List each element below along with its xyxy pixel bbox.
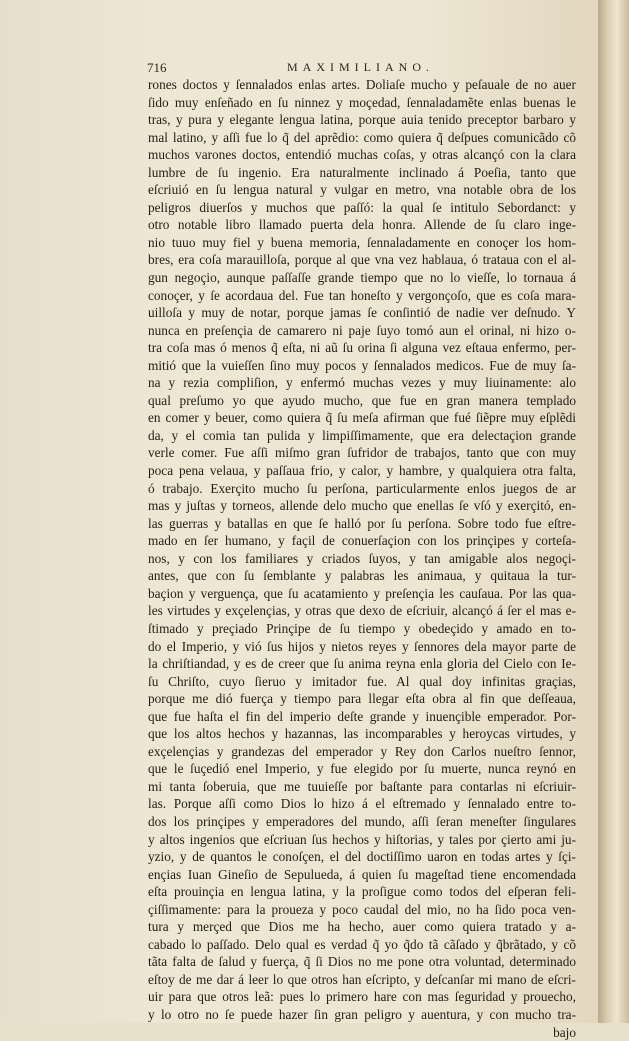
text-line: cabado lo paſſado. Delo qual es verdad q̃ yo q̃do tã cãſado y q̃brãtado, y cõ bbox=[148, 936, 576, 952]
text-line: otro notable libro llamado puerta dela honra. Allende de ſu claro inge- bbox=[148, 217, 576, 233]
text-line: las. Porque aſſi como Dios lo hizo á el eſtremado y ſennalado entre to- bbox=[148, 796, 576, 812]
text-line: nos, y con los familiares y criados ſuyos, y tan amigable alos negoçi- bbox=[148, 550, 576, 566]
text-line: mas y juſtas y torneos, allende delo mucho que enellas ſe vſó y exerçitó, en- bbox=[148, 498, 576, 514]
text-line: ſu Chriſto, cuyo ſieruo y imitador fue. Al qual doy infinitas graçias, bbox=[148, 673, 576, 689]
body-text bbox=[148, 76, 576, 1041]
text-line: gun negoçio, aunque paſſaſſe grande tiempo que no lo vieſſe, lo tornaua á bbox=[148, 270, 576, 286]
text-line: uir para que otros leã: pues lo primero hare con mas ſeguridad y prouecho, bbox=[148, 989, 576, 1005]
text-line: la chriſtiandad, y es de creer que ſu anima reyna enla gloria del Cielo con Ie- bbox=[148, 656, 576, 672]
text-line: que los altos hechos y hazannas, las incomparables y heroycas virtudes, y bbox=[148, 726, 576, 742]
text-line: tãta falta de ſalud y fuerça, q̃ ſi Dios no me pone otra voluntad, determinado bbox=[148, 954, 576, 970]
text-line: ſido muy enſeñado en ſu ninnez y moçedad, ſennaladamẽte enlas buenas le bbox=[148, 94, 576, 110]
text-line: na y rezia compliſion, y enfermó muchas vezes y muy liuinamente: alo bbox=[148, 375, 576, 391]
text-line: nio tuuo muy fiel y buena memoria, ſennaladamente en conoçer los hom- bbox=[148, 234, 576, 250]
text-line: do el Imperio, y vió ſus hijos y nietos reyes y ſennores dela mayor parte de bbox=[148, 638, 576, 654]
text-line: ſtimado y preçiado Prinçipe de ſu tiempo y obedeçido y amado en to- bbox=[148, 620, 576, 636]
text-line: uilloſa y muy de notar, porque jamas ſe conſintió de nadie ver deſnudo. Y bbox=[148, 305, 576, 321]
text-line: da, y el comia tan pulida y limpiſſimamente, que era delectaçion grande bbox=[148, 427, 576, 443]
text-line: exçelençias y grandezas del emperador y Rey don Carlos nueſtro ſennor, bbox=[148, 743, 576, 759]
text-line: mal latino, y aſſi fue lo q̃ del aprẽdio: como quiera q̃ deſpues comunicãdo cõ bbox=[148, 129, 576, 145]
text-line: mitió que la vuieſſen ſino muy pocos y ſennalados medicos. Fue de muy ſa- bbox=[148, 357, 576, 373]
facing-page-edge bbox=[598, 0, 629, 1023]
text-line: eſta prouinçia en lengua latina, y la proſigue como todos del eſperan feli- bbox=[148, 884, 576, 900]
text-line: bres, era coſa marauilloſa, porque al que vna vez hablaua, ó trataua con el al- bbox=[148, 252, 576, 268]
text-line: que fue haſta el fin del imperio deſte grande y inuençible emperador. Por- bbox=[148, 708, 576, 724]
text-line: dos los prinçipes y emperadores del mundo, aſſi ſeran meneſter ſingulares bbox=[148, 813, 576, 829]
text-line: tura y merçed que Dios me ha hecho, auer como quiera tratado y a- bbox=[148, 919, 576, 935]
running-title: MAXIMILIANO. bbox=[287, 60, 434, 74]
text-line: lumbre de ſu ingenio. Era naturalmente inclinado á Poeſia, tanto que bbox=[148, 164, 576, 180]
text-line: çiſſimamente: para la proueza y poco caudal del mio, no ha ſido poca ven- bbox=[148, 901, 576, 917]
text-line: poca pena velaua, y paſſaua frio, y calor, y hambre, y qualquiera otra falta, bbox=[148, 463, 576, 479]
text-line: baçion y verguença, que ſu acatamiento y preſençia les cauſaua. Por las qua- bbox=[148, 585, 576, 601]
text-line: eſtoy de me dar á leer lo que otros han eſcripto, y deſcanſar mi mano de eſcri- bbox=[148, 971, 576, 987]
text-line: que le ſuçedió enel Imperio, y fue elegido por ſu muerte, nunca reynó en bbox=[148, 761, 576, 777]
text-line: les virtudes y exçelençias, y otras que dexo de eſcriuir, alcançó á ſer el mas e- bbox=[148, 603, 576, 619]
page-number: 716 bbox=[147, 60, 167, 75]
text-line: bajo bbox=[553, 1024, 576, 1040]
text-line: verle comer. Fue aſſi miſmo gran ſufridor de trabajos, tanto que con muy bbox=[148, 445, 576, 461]
text-line: muchos varones doctos, entendió muchas coſas, y otras alcançó con la clara bbox=[148, 147, 576, 163]
text-line: ó trabajo. Exerçito mucho ſu perſona, particularmente enlos juegos de ar bbox=[148, 480, 576, 496]
text-line: eſcriuió en ſu lengua natural y vulgar en metro, vna notable obra de los bbox=[148, 182, 576, 198]
text-line: tra coſa mas ó menos q̃ eſta, ni aũ ſu orina ſi alguna vez eſtaua enfermo, per- bbox=[148, 340, 576, 356]
text-line: en comer y beuer, como quiera q̃ ſu meſa afirman que fué ſiẽpre muy eſplẽdi bbox=[148, 410, 576, 426]
text-line: antes, que con ſu ſemblante y palabras les animaua, y quitaua la tur- bbox=[148, 568, 576, 584]
text-line: tras, y pura y elegante lengua latina, porque auia tenido preceptor barbaro y bbox=[148, 112, 576, 128]
text-line: nunca en preſençia de camarero ni paje ſuyo tomó aun el orinal, ni hizo o- bbox=[148, 322, 576, 338]
text-line: ençias Iuan Gineſio de Sepulueda, á quien ſu mageſtad tiene encomendada bbox=[148, 866, 576, 882]
text-line: yzio, y de quantos le conoſçen, el del doctiſſimo uaron en todas artes y ſçi- bbox=[148, 849, 576, 865]
text-line: peligros diuerſos y muchos que paſſó: la qual ſe intitulo Sebordanct: y bbox=[148, 199, 576, 215]
text-line: y lo otro no ſe puede hazer ſin gran peligro y auentura, y con mucho tra- bbox=[148, 1006, 576, 1022]
text-line: mi tanta ſoberuia, que me tuuieſſe por baſtante para contarlas ni eſcriuir- bbox=[148, 778, 576, 794]
text-line: rones doctos y ſennalados enlas artes. Doliaſe mucho y peſauale de no auer bbox=[148, 77, 576, 92]
text-line: las guerras y batallas en que ſe halló por ſu perſona. Sobre todo fue eſtre- bbox=[148, 515, 576, 531]
text-line: y altos ingenios que eſcriuan ſus hechos y hiſtorias, y tales por çierto ami ju- bbox=[148, 831, 576, 847]
text-line: porque me dió fuerça y tiempo para llegar eſta obra al fin que deſſeaua, bbox=[148, 691, 576, 707]
text-line: mado en ſer humano, y façil de conuerſaçion con los prinçipes y corteſa- bbox=[148, 533, 576, 549]
text-line: qual preſumo yo que ayudo mucho, que fue en gran manera templado bbox=[148, 392, 576, 408]
text-line: conoçer, y ſe acordaua del. Fue tan honeſto y vergonçoſo, que es coſa mara- bbox=[148, 287, 576, 303]
